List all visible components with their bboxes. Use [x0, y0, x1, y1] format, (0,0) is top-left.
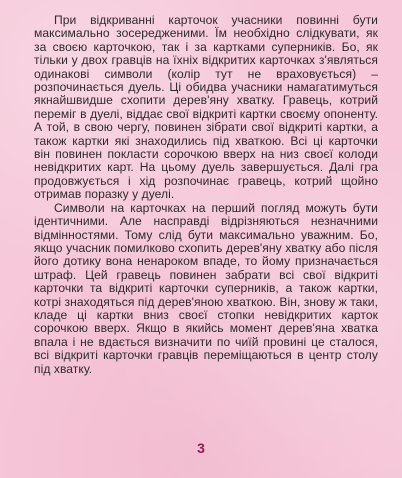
rules-text-block [34, 14, 378, 376]
page-number: 3 [197, 440, 205, 456]
paragraph-duel-rules: При відкриванні карточок учасники повинні бути максимально зосередженими. Їм необхідно слідкувати, як за своєю карточкою, так і за картками суперників. Бо, як тільки у двох гравців на їхніх відкритих карточках з'являться одинакові символи (колір тут не враховується) – розпочинається дуель. Ці обидва учасники намагатимуться якнайшвидше схопити дерев'яну хватку. Гравець, котрий переміг в дуелі, віддає свої відкриті картки своєму опоненту. А той, в свою чергу, повинен зібрати свої відкриті картки, а також картки які знаходились під хваткою. Всі ці карточки він повинен покласти сорочкою вверх на низ своєї колоди невідкритих карт. На цьому дуель завершується. Далі гра продовжується і хід розпочинає гравець, котрий щойно отримав поразку у дуелі. [34, 13, 378, 202]
paragraph-penalty-rules: Символи на карточках на перший погляд можуть бути ідентичними. Але насправді відрізняються незначними відмінностями. Тому слід бути максимально уважним. Бо, якщо учасник помилково схопить дерев'яну хватку або після його дотику вона ненароком впаде, то йому призначається штраф. Цей гравець повинен забрати всі свої відкриті карточки та відкриті карточки суперників, а також картки, котрі знаходяться під дерев'яною хваткою. Він, знову ж таки, кладе ці картки вниз своєї стопки невідкритих карток сорочкою вверх. Якщо в якийсь момент дерев'яна хватка впала і не вдається визначити по чиїй провині це сталося, всі відкриті карточки гравців переміщаються в центр столу під хватку. [34, 200, 378, 376]
